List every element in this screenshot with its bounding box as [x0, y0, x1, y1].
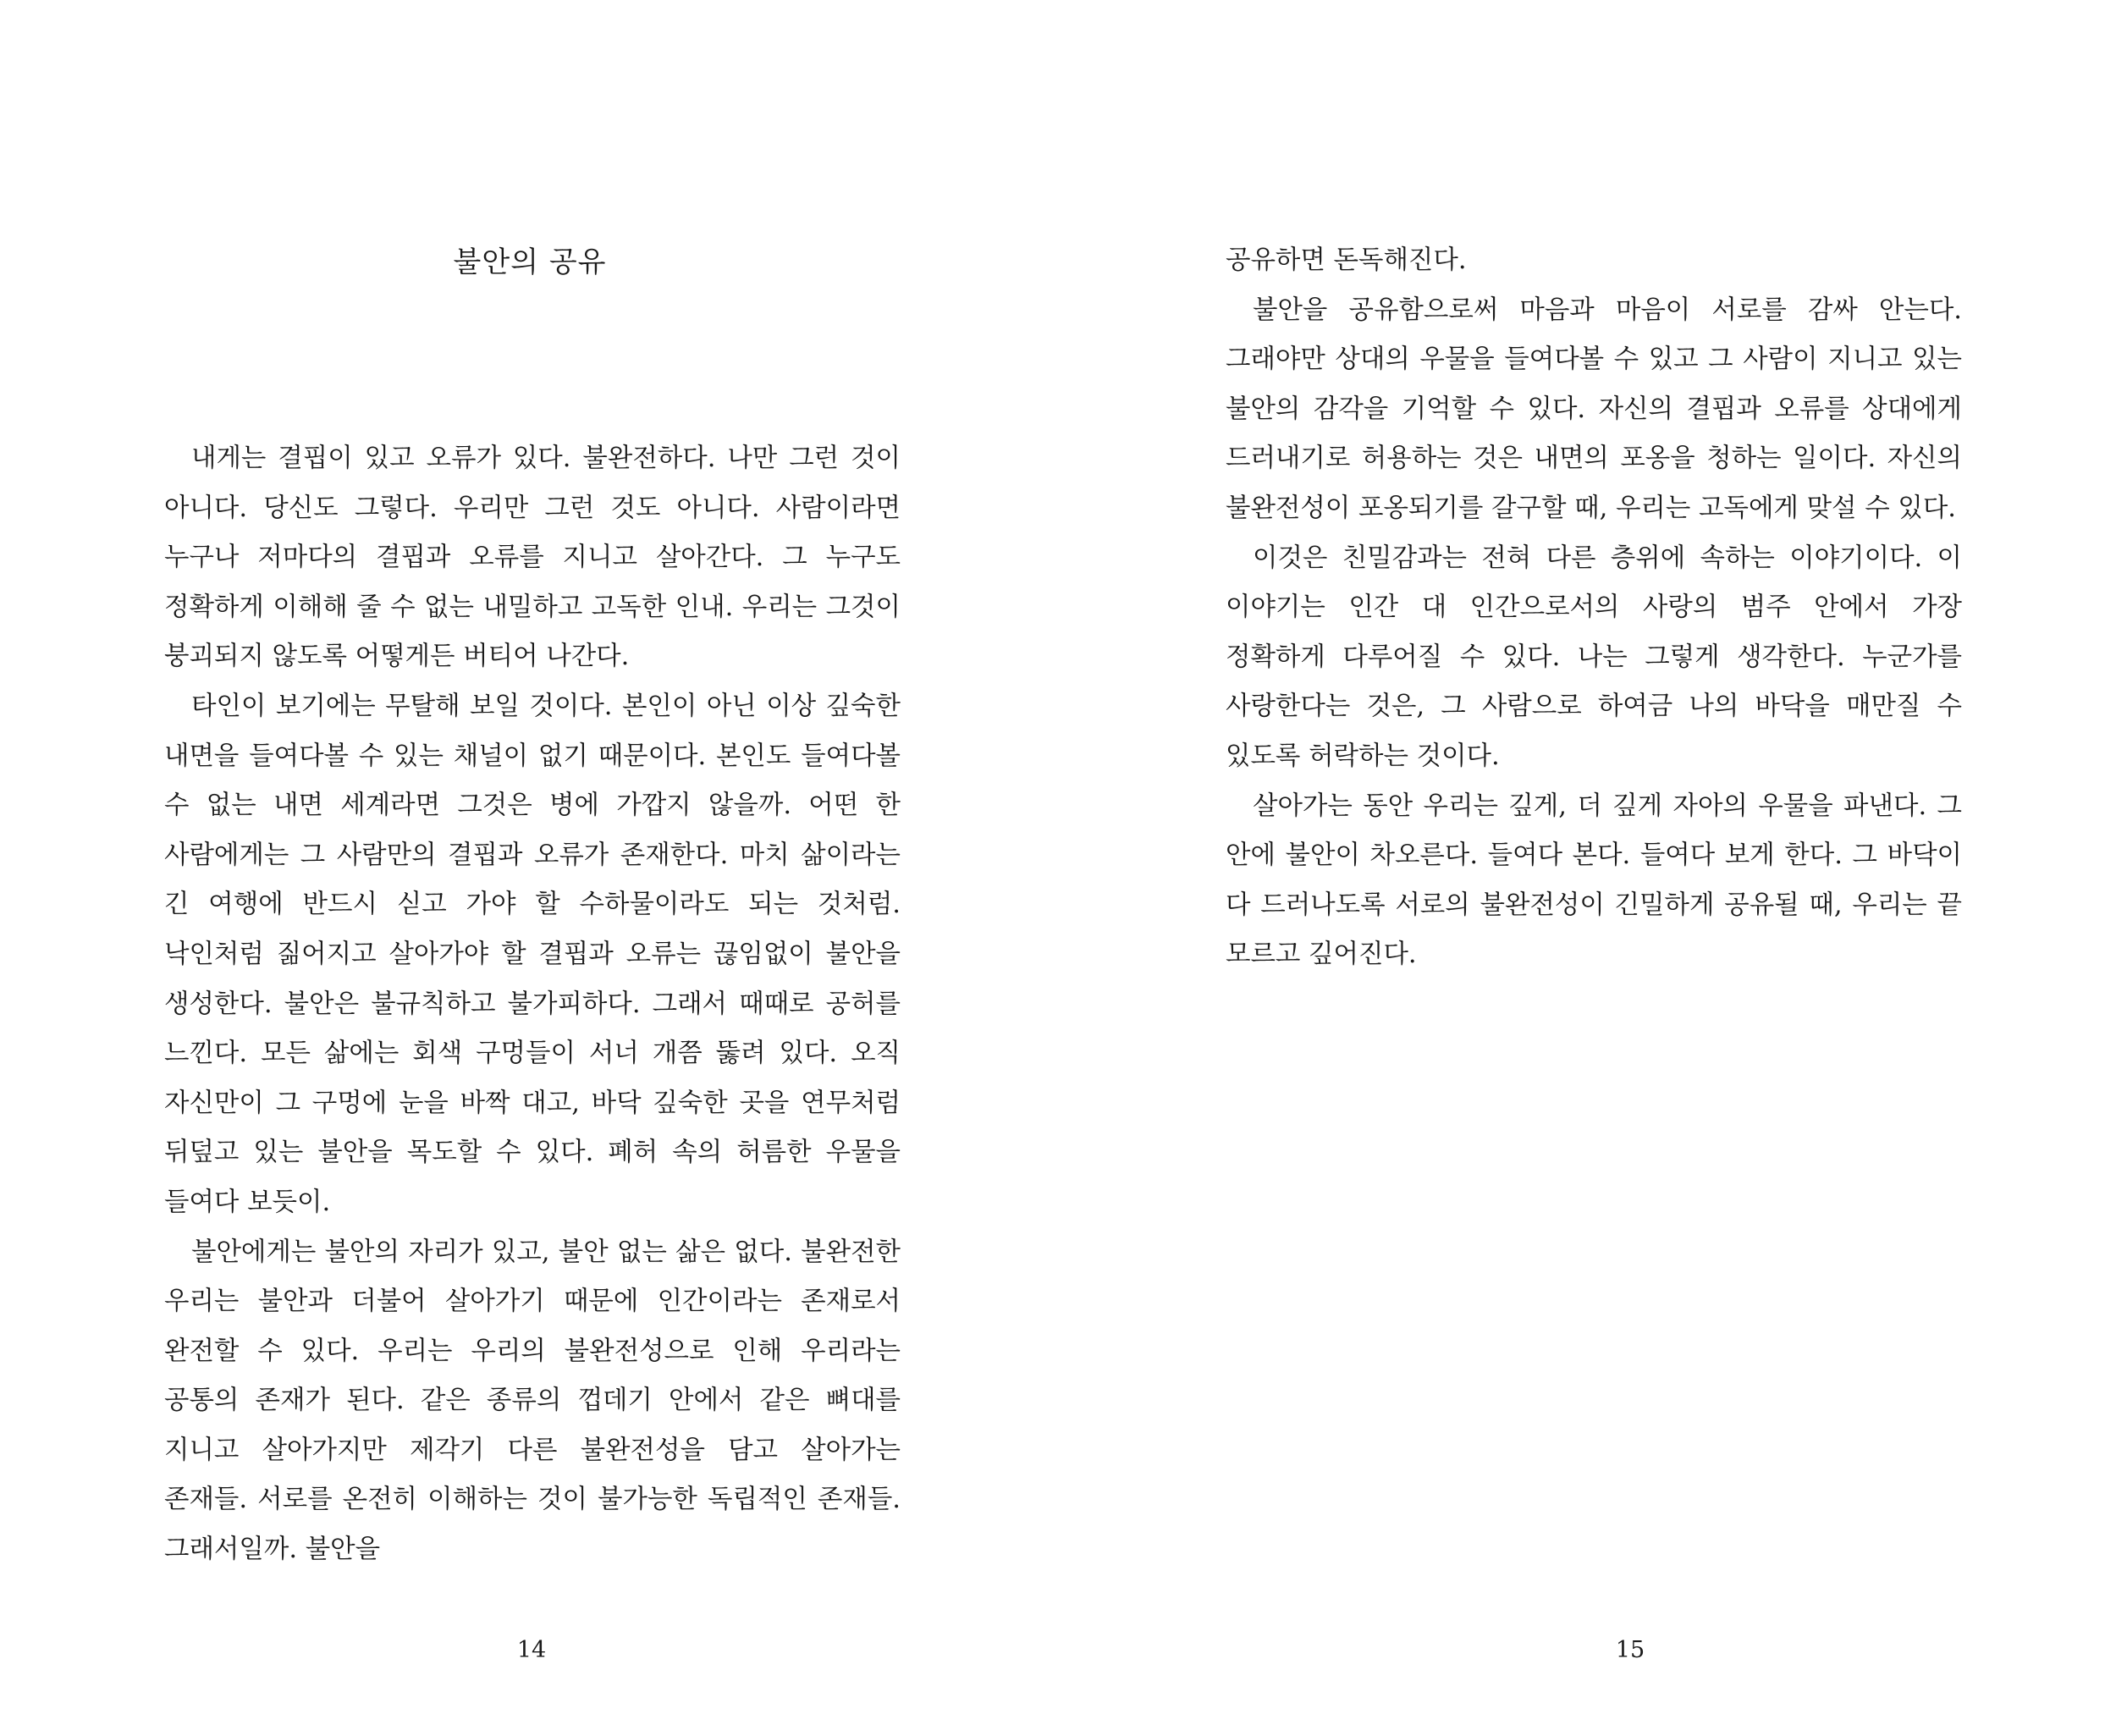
chapter-title: 불안의 공유: [453, 245, 607, 279]
paragraph: 살아가는 동안 우리는 깊게, 더 깊게 자아의 우물을 파낸다. 그 안에 불안이 차오른다. 들여다 본다. 들여다 보게 한다. 그 바닥이 다 드러나도록 서로의 불완전성이 긴밀하게 공유될 때, 우리는 끝 모르고 깊어진다.: [1226, 791, 1962, 970]
left-page-body: [164, 434, 901, 1575]
paragraph: 타인이 보기에는 무탈해 보일 것이다. 본인이 아닌 이상 깊숙한 내면을 들여다볼 수 있는 채널이 없기 때문이다. 본인도 들여다볼 수 없는 내면 세계라면 그것은 병에 가깝지 않을까. 어떤 한 사람에게는 그 사람만의 결핍과 오류가 존재한다. 마치 삶이라는 긴 여행에 반드시 싣고 가야 할 수하물이라도 되는 것처럼. 낙인처럼 짊어지고 살아가야 할 결핍과 오류는 끊임없이 불안을 생성한다. 불안은 불규칙하고 불가피하다. 그래서 때때로 공허를 느낀다. 모든 삶에는 회색 구멍들이 서너 개쯤 뚫려 있다. 오직 자신만이 그 구멍에 눈을 바짝 대고, 바닥 깊숙한 곳을 연무처럼 뒤덮고 있는 불안을 목도할 수 있다. 폐허 속의 허름한 우물을 들여다 보듯이.: [164, 691, 901, 1217]
paragraph-continuation: 공유하면 돈독해진다.: [1226, 245, 1467, 275]
right-page: [1058, 0, 2116, 1736]
page-number: 15: [1615, 1637, 1645, 1663]
paragraph: 불안을 공유함으로써 마음과 마음이 서로를 감싸 안는다. 그래야만 상대의 우물을 들여다볼 수 있고 그 사람이 지니고 있는 불안의 감각을 기억할 수 있다. 자신의 결핍과 오류를 상대에게 드러내기로 허용하는 것은 내면의 포옹을 청하는 일이다. 자신의 불완전성이 포옹되기를 갈구할 때, 우리는 고독에게 맞설 수 있다.: [1226, 295, 1962, 523]
paragraph: 불안에게는 불안의 자리가 있고, 불안 없는 삶은 없다. 불완전한 우리는 불안과 더불어 살아가기 때문에 인간이라는 존재로서 완전할 수 있다. 우리는 우리의 불완전성으로 인해 우리라는 공통의 존재가 된다. 같은 종류의 껍데기 안에서 같은 뼈대를 지니고 살아가지만 제각기 다른 불완전성을 담고 살아가는 존재들. 서로를 온전히 이해하는 것이 불가능한 독립적인 존재들. 그래서일까. 불안을: [164, 1237, 901, 1565]
right-page-body: [1226, 236, 1962, 980]
page-number: 14: [516, 1637, 547, 1663]
paragraph: 내게는 결핍이 있고 오류가 있다. 불완전하다. 나만 그런 것이 아니다. 당신도 그렇다. 우리만 그런 것도 아니다. 사람이라면 누구나 저마다의 결핍과 오류를 지니고 살아간다. 그 누구도 정확하게 이해해 줄 수 없는 내밀하고 고독한 인내. 우리는 그것이 붕괴되지 않도록 어떻게든 버티어 나간다.: [164, 444, 901, 672]
paragraph: 이것은 친밀감과는 전혀 다른 층위에 속하는 이야기이다. 이 이야기는 인간 대 인간으로서의 사랑의 범주 안에서 가장 정확하게 다루어질 수 있다. 나는 그렇게 생각한다. 누군가를 사랑한다는 것은, 그 사람으로 하여금 나의 바닥을 매만질 수 있도록 허락하는 것이다.: [1226, 543, 1962, 771]
